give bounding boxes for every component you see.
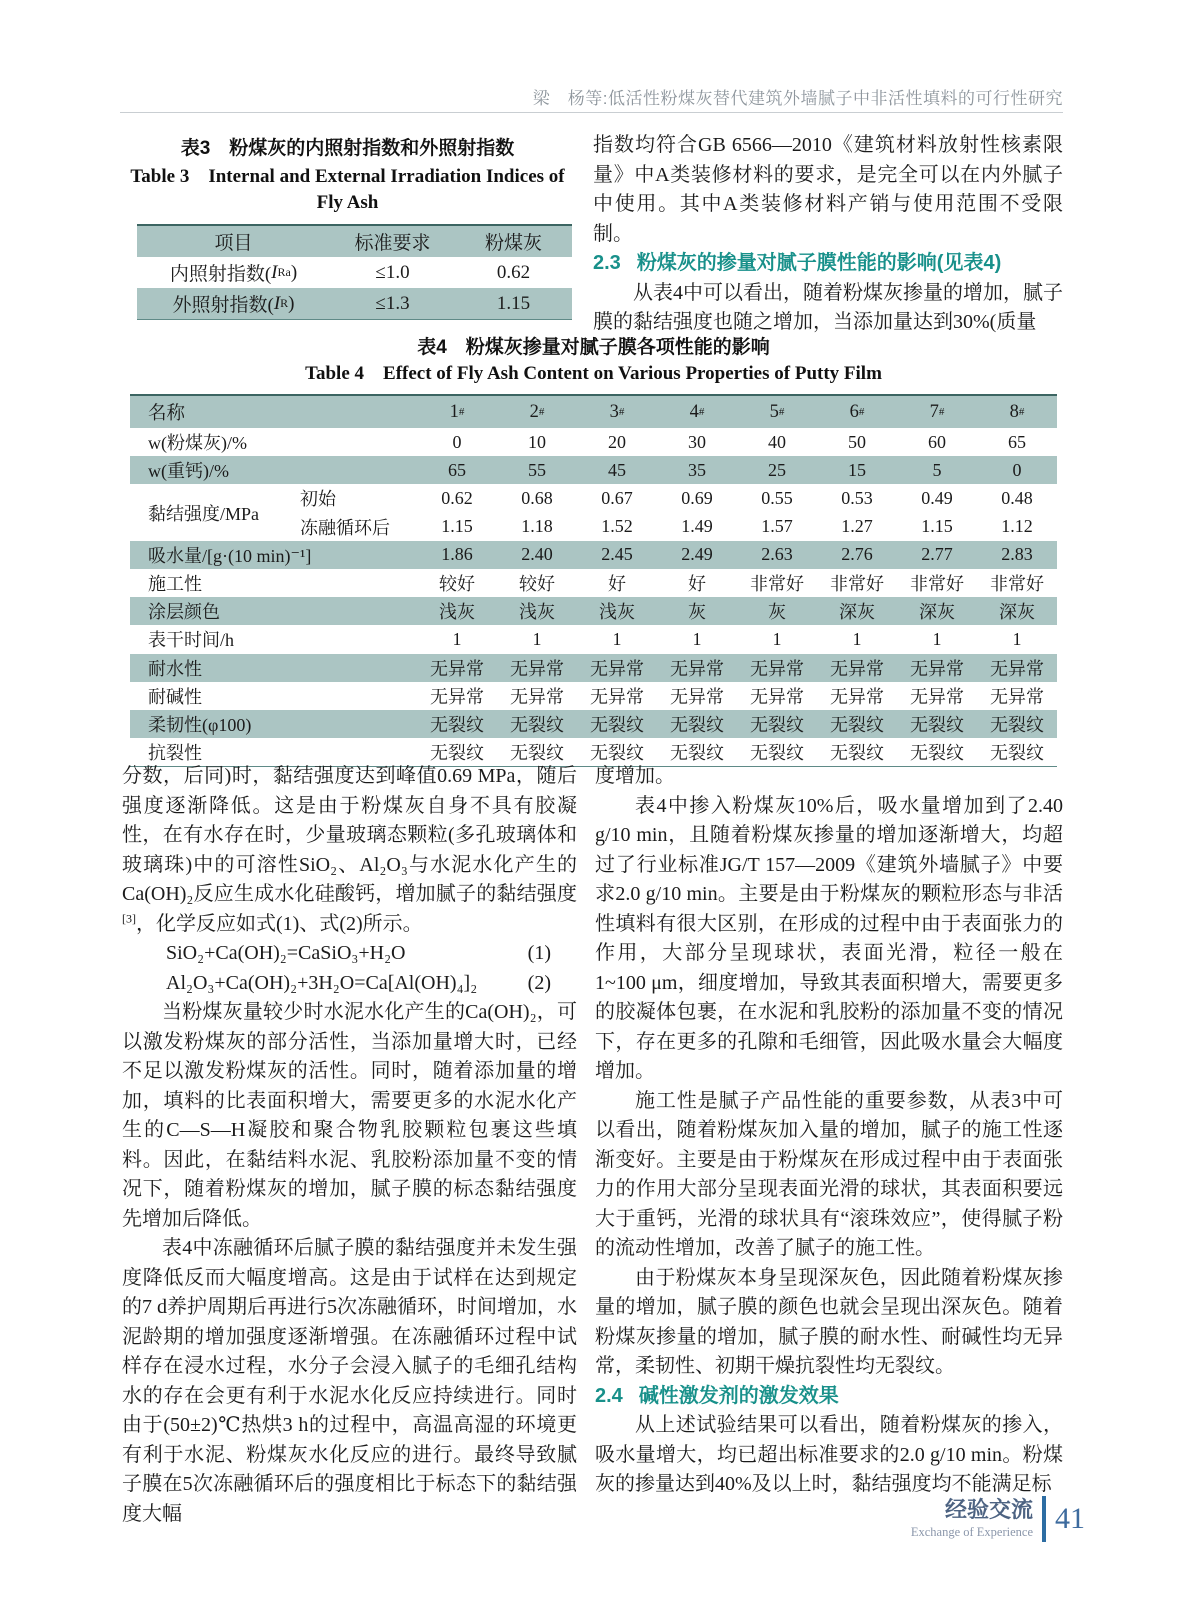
equation-2 — [122, 969, 577, 999]
table4-row-label: 耐碱性 — [148, 686, 202, 707]
table4-value-cell: 无异常 — [590, 658, 644, 679]
table4-row-label: 黏结强度/MPa — [148, 503, 260, 524]
table4-value-cell: 2.76 — [841, 544, 873, 565]
table4-value-cell: 1.49 — [681, 516, 713, 537]
table4-caption-en: Table 4 Effect of Fly Ash Content on Various Properties of Putty Film — [305, 363, 882, 384]
table4-value-cell: 较好 — [439, 574, 475, 595]
table4-value-cell: 35 — [688, 459, 706, 480]
table4-value-cell: 无异常 — [670, 686, 724, 707]
table3-item-cell: 外照射指数( I R ) — [172, 292, 295, 316]
table4-value-cell: 15 — [848, 459, 866, 480]
section-title: 粉煤灰的掺量对腻子膜性能的影响(见表4) — [636, 252, 1002, 274]
table4-value-cell: 好 — [688, 574, 706, 595]
table4-value-cell: 1 — [452, 628, 462, 649]
table3-block — [120, 133, 575, 320]
table4-value-cell: 2.83 — [1001, 544, 1033, 565]
table4-row-label: 表干时间/h — [148, 630, 235, 651]
paragraph: 从上述试验结果可以看出，随着粉煤灰的掺入，吸水量增大，均已超出标准要求的2.0 g/10 min。粉煤灰的掺量达到40%及以上时，黏结强度均不能满足标 — [595, 1414, 1063, 1495]
table4-row — [130, 682, 1057, 710]
body-right-column — [595, 762, 1063, 1500]
table4-value-cell: 无异常 — [910, 686, 964, 707]
table4-value-cell: 无裂纹 — [750, 743, 804, 764]
paragraph: 施工性是腻子产品性能的重要参数，从表3中可以看出，随着粉煤灰加入量的增加，腻子的施工性逐渐变好。主要是由于粉煤灰在形成过程中由于表面张力的作用大部分呈现表面光滑的球状，其表面积要远大于重钙，光滑的球状具有“滚珠效应”，使得腻子粉的流动性增加，改善了腻子的施工性。 — [595, 1089, 1063, 1259]
table4-value-cell: 无裂纹 — [990, 743, 1044, 764]
table4-value-cell: 1.12 — [1001, 516, 1033, 537]
table4-row-label: 耐水性 — [148, 658, 202, 679]
table4-value-cell: 40 — [768, 431, 786, 452]
equation-number: (2) — [527, 971, 551, 994]
table4-value-cell: 无裂纹 — [750, 714, 804, 735]
table4-value-cell: 非常好 — [750, 574, 804, 595]
table4-value-cell: 10 — [528, 431, 546, 452]
table4-value-cell: 0.69 — [681, 487, 713, 508]
equation-formula: Al₂O₃+Ca(OH)₂+3H₂O=Ca[Al(OH)₄]₂ — [166, 971, 478, 994]
section-title: 碱性激发剂的激发效果 — [638, 1384, 839, 1407]
table3-header-flyash: 粉煤灰 — [484, 233, 542, 254]
table4-value-cell: 灰 — [688, 602, 706, 623]
reference-mark: [3] — [122, 910, 136, 925]
table4-value-cell: 25 — [768, 459, 786, 480]
table4-value-cell: 2.45 — [601, 544, 633, 565]
table3-caption-zh: 表3 粉煤灰的内照射指数和外照射指数 — [180, 138, 515, 159]
table4-value-cell: 无异常 — [750, 658, 804, 679]
table4-value-cell: 无裂纹 — [910, 743, 964, 764]
page-number: 41 — [1055, 1502, 1085, 1535]
table4-value-cell: 无异常 — [990, 686, 1044, 707]
table3-value-cell: 1.15 — [496, 292, 531, 314]
table4-value-cell: 无裂纹 — [910, 714, 964, 735]
table4-value-cell: 无裂纹 — [430, 743, 484, 764]
table4-header-sample: 8 # — [1009, 401, 1025, 422]
table4-row — [130, 654, 1057, 682]
paragraph: 当粉煤灰量较少时水泥水化产生的Ca(OH)₂，可以激发粉煤灰的部分活性，当添加量增大时，已经不足以激发粉煤灰的活性。同时，随着添加量的增加，填料的比表面积增大，需要更多的水泥水化产生的C—S—H凝胶和聚合物乳胶颗粒包裹这些填料。因此，在黏结料水泥、乳胶粉添加量不变的情况下，随着粉煤灰的增加，腻子膜的标态黏结强度先增加后降低。 — [122, 1001, 577, 1230]
table4-value-cell: 无异常 — [510, 686, 564, 707]
table4-value-cell: 5 — [932, 459, 942, 480]
running-title: 梁 杨等:低活性粉煤灰替代建筑外墙腻子中非活性填料的可行性研究 — [532, 89, 1063, 108]
table3-row — [137, 257, 572, 288]
table4-value-cell: 无异常 — [510, 658, 564, 679]
table4-value-cell: 2.77 — [921, 544, 953, 565]
table4-subrow-label: 初始 — [300, 489, 336, 510]
table4-row-label: 抗裂性 — [148, 743, 202, 764]
table4-value-cell: 1 — [692, 628, 702, 649]
table4-subrow-label: 冻融循环后 — [300, 517, 390, 538]
footer-divider — [1042, 1496, 1046, 1542]
table4-value-cell: 1 — [772, 628, 782, 649]
table4-value-cell: 0.68 — [521, 487, 553, 508]
table4-value-cell: 65 — [448, 459, 466, 480]
table4-value-cell: 2.40 — [521, 544, 553, 565]
table4-value-cell: 1 — [932, 628, 942, 649]
table4-row-label: w(粉煤灰)/% — [148, 433, 247, 454]
table4-row-label: 施工性 — [148, 574, 202, 595]
table3-header-requirement: 标准要求 — [354, 233, 431, 254]
table4-value-cell: 0.67 — [601, 487, 633, 508]
table4-value-cell: 无裂纹 — [590, 743, 644, 764]
equation-number: (1) — [527, 942, 551, 964]
table4-value-cell: 非常好 — [990, 574, 1044, 595]
table4-value-cell: 0 — [1012, 459, 1022, 480]
table4-value-cell: 2.49 — [681, 544, 713, 565]
table4-value-cell: 无异常 — [830, 686, 884, 707]
table4-value-cell: 0.62 — [441, 487, 473, 508]
table4-header-sample: 5 # — [769, 401, 785, 422]
header-rule — [120, 112, 1063, 113]
table4-value-cell: 无异常 — [430, 686, 484, 707]
table4-value-cell: 1.86 — [441, 544, 473, 565]
table4-value-cell: 1.52 — [601, 516, 633, 537]
table4-value-cell: 无裂纹 — [510, 743, 564, 764]
table4-header-sample: 4 # — [689, 401, 705, 422]
table4-row — [130, 456, 1057, 484]
table4-value-cell: 0.49 — [921, 487, 953, 508]
table3-requirement-cell: ≤1.3 — [375, 292, 410, 314]
table4-value-cell: 无裂纹 — [590, 714, 644, 735]
table4-value-cell: 深灰 — [999, 602, 1035, 623]
table4-value-cell: 0.48 — [1001, 487, 1033, 508]
table4-value-cell: 65 — [1008, 431, 1026, 452]
table4-value-cell: 灰 — [768, 602, 786, 623]
table4-value-cell: 无异常 — [830, 658, 884, 679]
section-number: 2.4 — [595, 1384, 623, 1407]
body-left-column — [122, 762, 577, 1529]
table4-value-cell: 无异常 — [670, 658, 724, 679]
section-number: 2.3 — [593, 252, 621, 274]
table4-value-cell: 无异常 — [590, 686, 644, 707]
table4-value-cell: 55 — [528, 459, 546, 480]
table4-value-cell: 无裂纹 — [670, 714, 724, 735]
table4-value-cell: 45 — [608, 459, 626, 480]
table3-body — [137, 257, 572, 319]
paragraph: 表4中掺入粉煤灰10%后，吸水量增加到了2.40 g/10 min，且随着粉煤灰掺量的增加逐渐增大，均超过了行业标准JG/T 157—2009《建筑外墙腻子》中要求2.0 g/10 min。主要是由于粉煤灰的颗粒形态与非活性填料有很大区别，在形成的过程中由于表面张力的作用，大部分呈现球状，表面光滑，粒径一般在1~100 μm，细度增加，导致其表面积增大，需要更多的胶凝体包裹，在水泥和乳胶粉的添加量不变的情况下，存在更多的孔隙和毛细管，因此吸水量会大幅度增加。 — [595, 794, 1063, 1082]
table4-value-cell: 浅灰 — [599, 602, 635, 623]
paragraph: 由于粉煤灰本身呈现深灰色，因此随着粉煤灰掺量的增加，腻子膜的颜色也就会呈现出深灰色。随着粉煤灰掺量的增加，腻子膜的耐水性、耐碱性均无异常，柔韧性、初期干燥抗裂性均无裂纹。 — [595, 1266, 1063, 1377]
paragraph: 分数，后同)时，黏结强度达到峰值0.69 MPa，随后强度逐渐降低。这是由于粉煤灰自身不具有胶凝性，在有水存在时，少量玻璃态颗粒(多孔玻璃体和玻璃珠)中的可溶性SiO₂、Al₂O₃与水泥水化产生的Ca(OH)₂反应生成水化硅酸钙，增加腻子的黏结强度[3]，化学反应如式(1)、式(2)所示。 — [122, 765, 577, 935]
table4-value-cell: 无异常 — [990, 658, 1044, 679]
table4-header-name: 名称 — [148, 404, 186, 424]
table4-value-cell: 无裂纹 — [990, 714, 1044, 735]
page-footer — [840, 1496, 1085, 1542]
table4-header-sample: 7 # — [929, 401, 945, 422]
table4-value-cell: 无异常 — [750, 686, 804, 707]
table4-value-cell: 无异常 — [430, 658, 484, 679]
table3-row — [137, 288, 572, 319]
table4-value-cell: 浅灰 — [439, 602, 475, 623]
table4-value-cell: 好 — [608, 574, 626, 595]
footer-section-zh: 经验交流 — [944, 1497, 1033, 1522]
equation-formula: SiO₂+Ca(OH)₂=CaSiO₃+H₂O — [166, 942, 406, 964]
table4-value-cell: 深灰 — [919, 602, 955, 623]
table4-value-cell: 无裂纹 — [830, 714, 884, 735]
table4-value-cell: 浅灰 — [519, 602, 555, 623]
paragraph: 指数均符合GB 6566—2010《建筑材料放射性核素限量》中A类装修材料的要求，是完全可以在内外腻子中使用。其中A类装修材料产销与使用范围不受限制。 — [593, 134, 1063, 245]
table4-value-cell: 0.55 — [761, 487, 793, 508]
table4-value-cell: 非常好 — [910, 574, 964, 595]
table4-value-cell: 0.53 — [841, 487, 873, 508]
table4-value-cell: 无异常 — [910, 658, 964, 679]
table4-value-cell: 1 — [852, 628, 862, 649]
table4-row — [130, 428, 1057, 456]
table4-row-label: 柔韧性(φ100) — [148, 714, 252, 735]
table4-value-cell: 较好 — [519, 574, 555, 595]
table4-value-cell: 20 — [608, 431, 626, 452]
section-heading-2-4 — [595, 1382, 1063, 1412]
section-heading-2-3 — [593, 249, 1063, 279]
footer-section-en: Exchange of Experience — [910, 1525, 1033, 1539]
table4-row — [130, 710, 1057, 738]
table4-body — [130, 428, 1057, 766]
table4-row-label: w(重钙)/% — [148, 461, 229, 482]
paragraph: 从表4中可以看出，随着粉煤灰掺量的增加，腻子膜的黏结强度也随之增加，当添加量达到30%(质量 — [593, 281, 1063, 333]
table4-value-cell: 1.15 — [921, 516, 953, 537]
table4-value-cell: 深灰 — [839, 602, 875, 623]
table4-value-cell: 1.27 — [841, 516, 873, 537]
table4-row-label: 涂层颜色 — [148, 602, 220, 623]
table4-header-sample: 6 # — [849, 401, 865, 422]
table4-value-cell: 50 — [848, 431, 866, 452]
table4-value-cell: 无裂纹 — [430, 714, 484, 735]
table3-header-row — [137, 226, 572, 257]
table4-value-cell: 1 — [612, 628, 622, 649]
table4-row-group — [130, 484, 1057, 540]
table4-value-cell: 无裂纹 — [830, 743, 884, 764]
table4-value-cell: 2.63 — [761, 544, 793, 565]
table3-item-cell: 内照射指数( I Ra ) — [169, 261, 298, 285]
table3-caption-en: Table 3 Internal and External Irradiation Indices of Fly Ash — [130, 166, 565, 213]
table4-header-sample: 2 # — [529, 401, 545, 422]
table4-value-cell: 无裂纹 — [670, 743, 724, 764]
table4-value-cell: 无裂纹 — [510, 714, 564, 735]
table4-value-cell: 60 — [928, 431, 946, 452]
top-right-column — [593, 131, 1063, 338]
table4-value-cell: 30 — [688, 431, 706, 452]
table4-value-cell: 0 — [452, 431, 462, 452]
paragraph: 表4中冻融循环后腻子膜的黏结强度并未发生强度降低反而大幅度增高。这是由于试样在达到规定的7 d养护周期后再进行5次冻融循环，时间增加，水泥龄期的增加强度逐渐增强。在冻融循环过程中试样存在浸水过程，水分子会浸入腻子的毛细孔结构水的存在会更有利于水泥水化反应持续进行。同时由于(50±2)℃热烘3 h的过程中，高温高湿的环境更有利于水泥、粉煤灰水化反应的进行。最终导致腻子膜在5次冻融循环后的强度相比于标态下的黏结强度大幅 — [122, 1237, 577, 1525]
table4-header-row — [130, 396, 1057, 428]
table3-header-item: 项目 — [214, 233, 253, 254]
table4-row — [130, 569, 1057, 597]
table3-requirement-cell: ≤1.0 — [375, 261, 410, 283]
table4-value-cell: 1 — [532, 628, 542, 649]
table4-header-sample: 1 # — [449, 401, 465, 422]
table4-value-cell: 1 — [1012, 628, 1022, 649]
table4-row-label: 吸水量/[g·(10 min)⁻¹] — [148, 545, 312, 566]
table4-value-cell: 1.57 — [761, 516, 793, 537]
table4-row — [130, 597, 1057, 625]
table4-block — [130, 332, 1057, 767]
table4-value-cell: 非常好 — [830, 574, 884, 595]
table3-value-cell: 0.62 — [496, 261, 531, 283]
table4-value-cell: 1.15 — [441, 516, 473, 537]
equation-1 — [122, 939, 577, 969]
table4-row — [130, 625, 1057, 653]
table3 — [137, 224, 572, 320]
table4-row — [130, 541, 1057, 569]
table4 — [130, 394, 1057, 767]
table4-caption-zh: 表4 粉煤灰掺量对腻子膜各项性能的影响 — [417, 337, 770, 358]
table4-header-sample: 3 # — [609, 401, 625, 422]
table4-value-cell: 1.18 — [521, 516, 553, 537]
paragraph: 度增加。 — [595, 765, 675, 787]
footer-section-labels — [911, 1498, 1033, 1540]
